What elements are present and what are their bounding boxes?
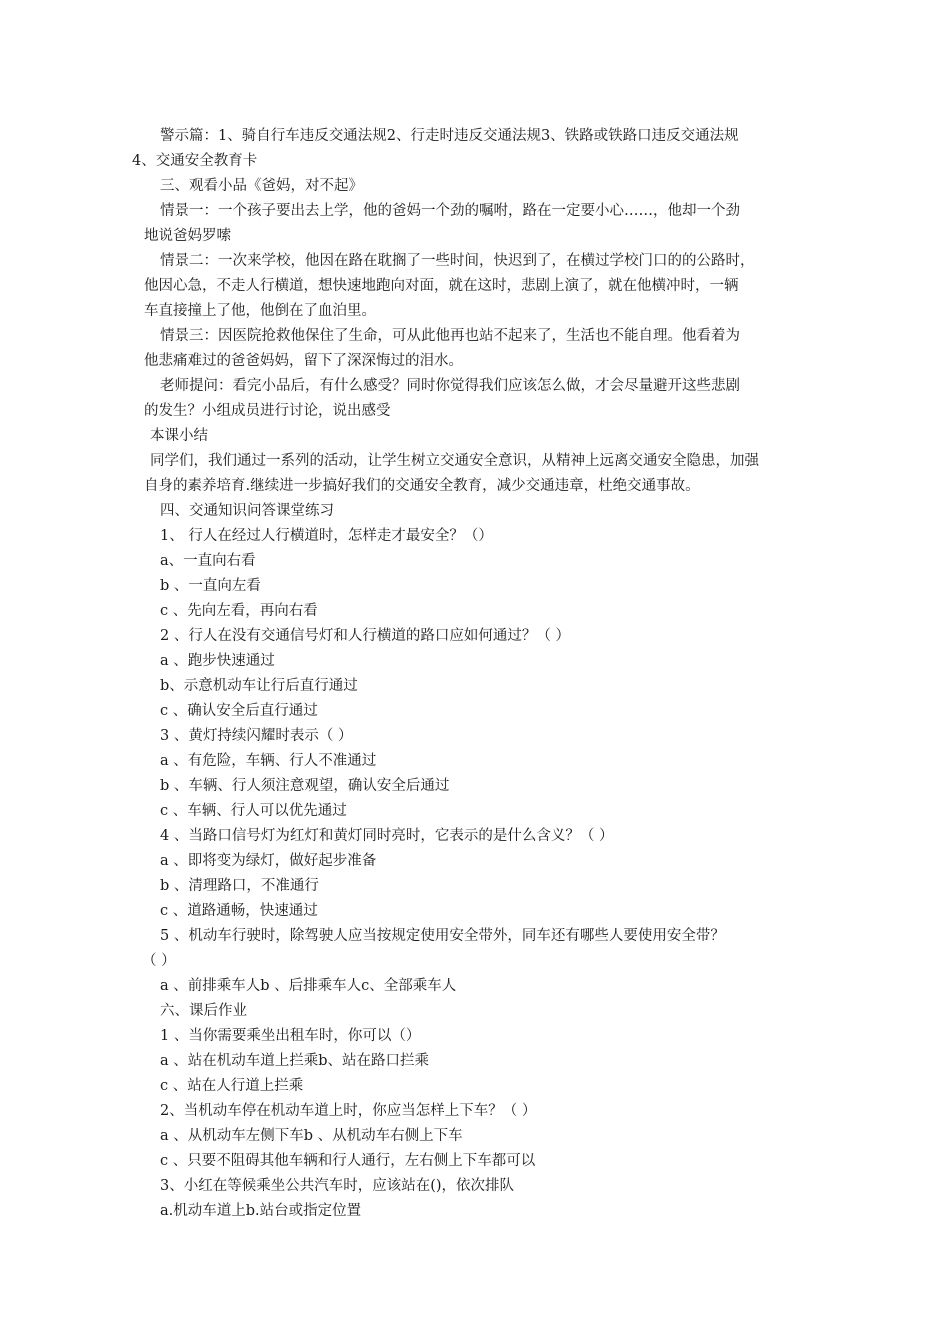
scene-one-line: 情景一：一个孩子要出去上学，他的爸妈一个劲的嘱咐，路在一定要小心……，他却一个劲	[160, 203, 740, 219]
quiz-option: a、一直向右看	[160, 553, 256, 569]
homework-option: c 、只要不阻碍其他车辆和行人通行，左右侧上下车都可以	[160, 1153, 536, 1169]
quiz-question: 1、 行人在经过人行横道时，怎样走才最安全？（）	[160, 528, 493, 544]
homework-question: 2、当机动车停在机动车道上时，你应当怎样上下车？（ ）	[160, 1103, 537, 1119]
quiz-option: a 、有危险，车辆、行人不准通过	[160, 753, 377, 769]
quiz-option: a 、即将变为绿灯，做好起步准备	[160, 853, 377, 869]
quiz-question: 5 、机动车行驶时，除驾驶人应当按规定使用安全带外，同车还有哪些人要使用安全带？	[160, 928, 725, 944]
quiz-option: c 、确认安全后直行通过	[160, 703, 318, 719]
warning-section-line: 警示篇：1、骑自行车违反交通法规2、行走时违反交通法规3、铁路或铁路口违反交通法规	[160, 128, 739, 144]
quiz-option: b、示意机动车让行后直行通过	[160, 678, 358, 694]
homework-option: a.机动车道上b.站台或指定位置	[160, 1203, 362, 1219]
document-body	[132, 124, 808, 1224]
quiz-option: b 、清理路口，不准通行	[160, 878, 319, 894]
homework-question: 3、小红在等候乘坐公共汽车时，应该站在()，依次排队	[160, 1178, 515, 1194]
section-heading-quiz: 四、交通知识问答课堂练习	[160, 503, 334, 519]
homework-option: a 、站在机动车道上拦乘b、站在路口拦乘	[160, 1053, 430, 1069]
quiz-question: 3 、黄灯持续闪耀时表示（ ）	[160, 728, 353, 744]
scene-one-line-cont: 地说爸妈罗嗦	[144, 228, 231, 244]
quiz-option: c 、道路通畅，快速通过	[160, 903, 318, 919]
scene-three-line-cont: 他悲痛难过的爸爸妈妈，留下了深深悔过的泪水。	[144, 353, 463, 369]
teacher-question-line-cont: 的发生？小组成员进行讨论，说出感受	[144, 403, 391, 419]
quiz-option: b 、一直向左看	[160, 578, 261, 594]
quiz-option: c 、车辆、行人可以优先通过	[160, 803, 347, 819]
lesson-summary-heading: 本课小结	[150, 428, 208, 444]
quiz-option: c 、先向左看，再向右看	[160, 603, 318, 619]
homework-option: a 、从机动车左侧下车b 、从机动车右侧上下车	[160, 1128, 463, 1144]
summary-line-cont: 自身的素养培育.继续进一步搞好我们的交通安全教育，减少交通违章，杜绝交通事故。	[144, 478, 700, 494]
scene-two-line-cont: 车直接撞上了他，他倒在了血泊里。	[144, 303, 376, 319]
summary-line: 同学们，我们通过一系列的活动，让学生树立交通安全意识，从精神上远离交通安全隐患，加强	[150, 453, 759, 469]
scene-two-line: 情景二：一次来学校，他因在路在耽搁了一些时间，快迟到了，在横过学校门口的的公路时，	[160, 253, 755, 269]
homework-question: 1 、当你需要乘坐出租车时，你可以（）	[160, 1028, 421, 1044]
quiz-question-cont: （ ）	[142, 953, 176, 969]
warning-section-line-cont: 4、交通安全教育卡	[132, 153, 258, 169]
homework-option: c 、站在人行道上拦乘	[160, 1078, 304, 1094]
section-heading-homework: 六、课后作业	[160, 1003, 247, 1019]
quiz-option: a 、跑步快速通过	[160, 653, 275, 669]
quiz-question: 2 、行人在没有交通信号灯和人行横道的路口应如何通过？（ ）	[160, 628, 570, 644]
scene-three-line: 情景三：因医院抢救他保住了生命，可从此他再也站不起来了，生活也不能自理。他看着为	[160, 328, 740, 344]
quiz-option: a 、前排乘车人b 、后排乘车人c、全部乘车人	[160, 978, 457, 994]
teacher-question-line: 老师提问：看完小品后，有什么感受？同时你觉得我们应该怎么做，才会尽量避开这些悲剧	[160, 378, 740, 394]
scene-two-line-cont: 他因心急，不走人行横道，想快速地跑向对面，就在这时，悲剧上演了，就在他横冲时，一辆	[144, 278, 739, 294]
quiz-question: 4 、当路口信号灯为红灯和黄灯同时亮时，它表示的是什么含义？（ ）	[160, 828, 614, 844]
section-heading-skit: 三、观看小品《爸妈，对不起》	[160, 178, 363, 194]
quiz-option: b 、车辆、行人须注意观望，确认安全后通过	[160, 778, 450, 794]
